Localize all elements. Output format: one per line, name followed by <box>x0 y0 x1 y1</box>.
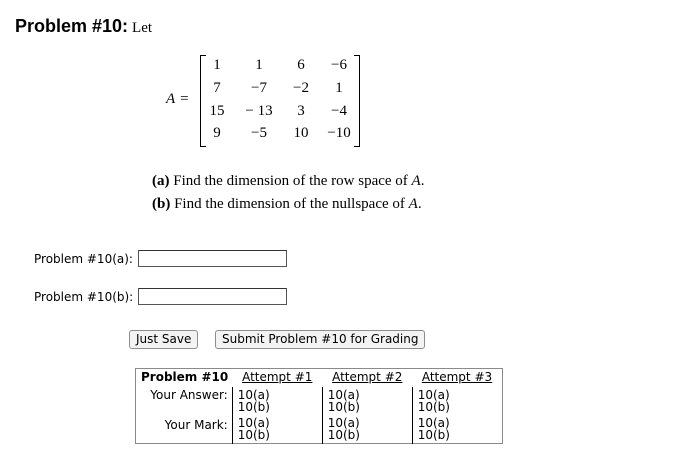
answer-a-label: Problem #10(a): <box>34 252 133 266</box>
matrix-cell: 9 <box>213 125 221 141</box>
part-a-cell: 10(a) <box>417 416 450 430</box>
part-b-text: Find the dimension of the nullspace of <box>174 196 405 212</box>
attempt-2-answer <box>322 387 412 417</box>
attempt-1-link[interactable]: Attempt #1 <box>242 370 313 384</box>
part-b-cell: 10(b) <box>417 428 450 442</box>
attempts-title: Problem #10 <box>141 370 229 384</box>
matrix-name: A <box>166 91 176 107</box>
matrix-label <box>166 91 189 108</box>
part-a-var: A <box>411 173 421 189</box>
matrix-cell: 6 <box>297 57 305 73</box>
attempt-3-answer <box>412 387 502 417</box>
part-b-cell: 10(b) <box>237 428 270 442</box>
matrix-cell: −10 <box>327 125 351 141</box>
submit-for-grading-button[interactable]: Submit Problem #10 for Grading <box>215 330 425 349</box>
part-a-cell: 10(a) <box>327 416 360 430</box>
answer-b-input[interactable] <box>138 288 287 305</box>
matrix-cell: 15 <box>209 103 225 119</box>
attempts-header-row <box>136 369 503 388</box>
your-mark-row <box>136 417 503 444</box>
problem-intro: Let <box>132 20 153 36</box>
matrix-cell: −5 <box>251 125 267 141</box>
part-a-cell: 10(a) <box>237 416 270 430</box>
attempt-2-mark <box>322 417 412 444</box>
your-answer-row <box>136 387 503 417</box>
part-b-question <box>152 196 422 213</box>
part-a-question <box>152 173 424 190</box>
matrix-equals: = <box>180 91 189 107</box>
matrix-cell: −2 <box>293 80 309 96</box>
attempt-1-answer <box>232 387 322 417</box>
part-a-cell: 10(a) <box>417 388 450 402</box>
attempt-3-mark <box>412 417 502 444</box>
part-a-tag: (a) <box>152 173 170 189</box>
part-b-end: . <box>417 196 422 212</box>
matrix-cell: −4 <box>331 103 347 119</box>
matrix-cell: 10 <box>293 125 309 141</box>
matrix-cell: 1 <box>335 80 343 96</box>
part-b-cell: 10(b) <box>417 400 450 414</box>
matrix-cell: 3 <box>297 103 305 119</box>
part-a-cell: 10(a) <box>237 388 270 402</box>
matrix-cell: 1 <box>213 57 221 73</box>
part-b-cell: 10(b) <box>327 428 360 442</box>
attempts-table <box>135 368 503 444</box>
your-answer-label: Your Answer: <box>150 388 228 402</box>
matrix-cell: − 13 <box>245 103 273 119</box>
part-a-end: . <box>420 173 425 189</box>
problem-title <box>15 16 152 37</box>
matrix-cell: 7 <box>213 80 221 96</box>
part-b-var: A <box>408 196 418 212</box>
answer-a-input[interactable] <box>138 250 287 267</box>
matrix-cell: −7 <box>251 80 267 96</box>
part-b-tag: (b) <box>152 196 171 212</box>
just-save-button[interactable]: Just Save <box>129 330 198 349</box>
attempt-3-link[interactable]: Attempt #3 <box>421 370 493 384</box>
answer-b-label: Problem #10(b): <box>34 290 134 304</box>
part-a-cell: 10(a) <box>327 388 360 402</box>
part-b-cell: 10(b) <box>237 400 270 414</box>
matrix-cell: −6 <box>331 57 347 73</box>
part-b-cell: 10(b) <box>327 400 360 414</box>
attempt-2-link[interactable]: Attempt #2 <box>332 370 403 384</box>
problem-heading: Problem #10: <box>15 16 129 36</box>
attempt-1-mark <box>232 417 322 444</box>
your-mark-label: Your Mark: <box>164 418 228 432</box>
matrix-cell: 1 <box>255 57 263 73</box>
part-a-text: Find the dimension of the row space of <box>173 173 408 189</box>
